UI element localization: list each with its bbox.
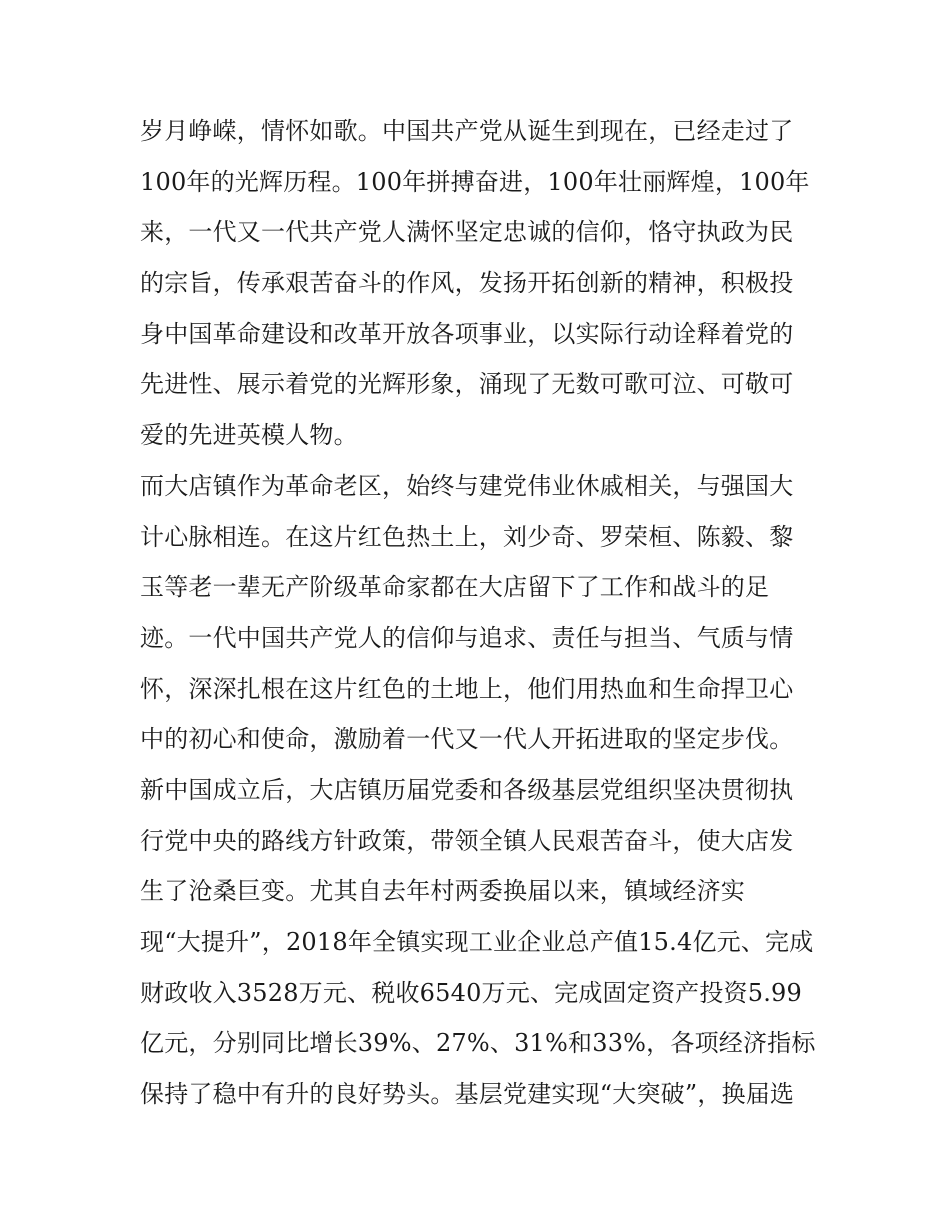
text-line: 财政收入3528万元、税收6540万元、完成固定资产投资5.99 — [140, 978, 802, 1007]
text-line: 计心脉相连。在这片红色热土上，刘少奇、罗荣桓、陈毅、黎 — [140, 522, 794, 551]
text-line: 生了沧桑巨变。尤其自去年村两委换届以来，镇域经济实 — [140, 877, 745, 906]
text-line: 岁月峥嵘，情怀如歌。中国共产党从诞生到现在，已经走过了 — [140, 117, 794, 145]
text-line: 而大店镇作为革命老区，始终与建党伟业休戚相关，与强国大 — [140, 471, 794, 500]
text-line: 的宗旨，传承艰苦奋斗的作风，发扬开拓创新的精神，积极投 — [140, 269, 794, 298]
text-line: 身中国革命建设和改革开放各项事业，以实际行动诠释着党的 — [140, 319, 794, 348]
text-line: 行党中央的路线方针政策，带领全镇人民艰苦奋斗，使大店发 — [140, 826, 794, 855]
text-line: 来，一代又一代共产党人满怀坚定忠诚的信仰，恪守执政为民 — [140, 218, 794, 247]
text-line: 亿元，分别同比增长39%、27%、31%和33%，各项经济指标 — [140, 1029, 816, 1058]
text-line: 爱的先进英模人物。 — [140, 421, 358, 450]
text-line: 现“大提升”，2018年全镇实现工业企业总产值15.4亿元、完成 — [140, 928, 814, 956]
text-line: 100年的光辉历程。100年拼搏奋进，100年壮丽辉煌，100年 — [140, 167, 810, 196]
text-line: 新中国成立后，大店镇历届党委和各级基层党组织坚决贯彻执 — [140, 775, 794, 804]
text-line: 保持了稳中有升的良好势头。基层党建实现“大突破”，换届选 — [140, 1080, 795, 1109]
body-text — [140, 106, 820, 1120]
text-line: 怀，深深扎根在这片红色的土地上，他们用热血和生命捍卫心 — [140, 674, 794, 703]
text-line: 中的初心和使命，激励着一代又一代人开拓进取的坚定步伐。 — [140, 725, 794, 754]
text-line: 玉等老一辈无产阶级革命家都在大店留下了工作和战斗的足 — [140, 573, 770, 602]
text-line: 迹。一代中国共产党人的信仰与追求、责任与担当、气质与情 — [140, 623, 794, 652]
text-line: 先进性、展示着党的光辉形象，涌现了无数可歌可泣、可敬可 — [140, 370, 794, 399]
